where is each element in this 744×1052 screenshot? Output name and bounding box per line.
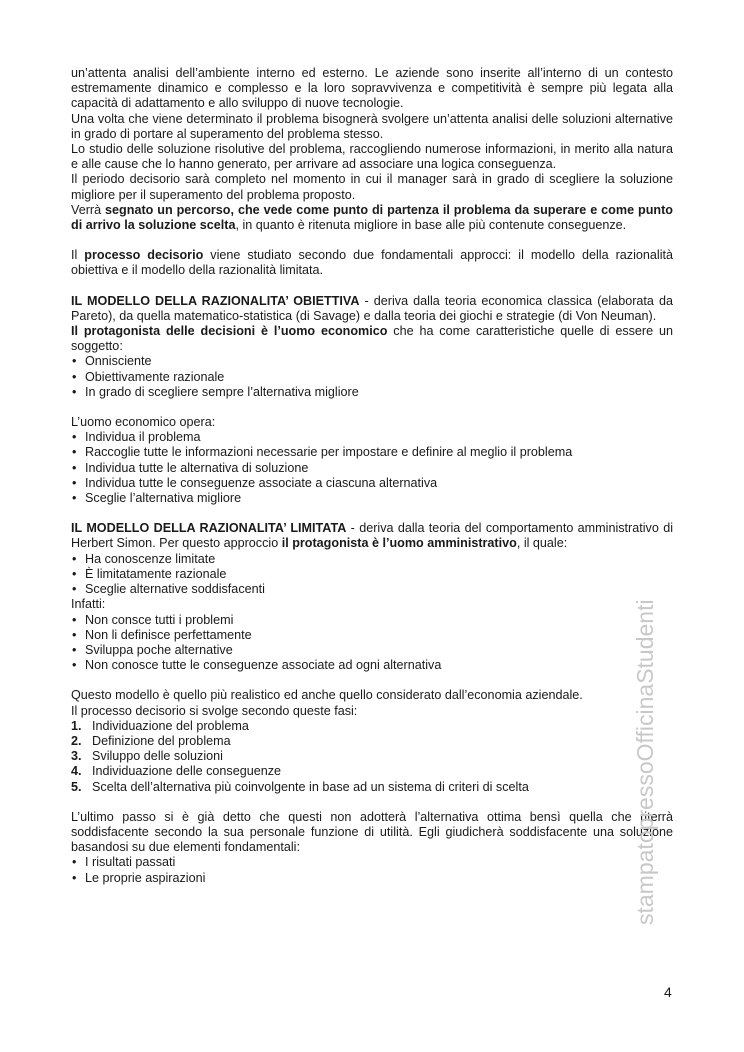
list-item: • Raccoglie tutte le informazioni necessarie per impostare e definire al meglio il problema [71, 445, 673, 460]
list-item: • Individua tutte le conseguenze associate a ciascuna alternativa [71, 476, 673, 491]
item-text: Sviluppo delle soluzioni [92, 749, 223, 764]
numbered-item [71, 780, 673, 795]
numbered-item [71, 734, 673, 749]
paragraph: Il processo decisorio si svolge secondo queste fasi: [71, 703, 358, 718]
list-item: • Individua il problema [71, 430, 673, 445]
bullet-list [71, 354, 673, 400]
bullet-list [71, 613, 673, 674]
list-item: • Onnisciente [71, 354, 673, 369]
section-heading-limited: IL MODELLO DELLA RAZIONALITA’ LIMITATA - deriva dalla teoria del comportamento amministrativo di Herbert Simon. Per questo approccio il protagonista è l’uomo amministrativo, il quale: [71, 521, 673, 551]
item-text: Individuazione delle conseguenze [92, 764, 282, 779]
list-item: • Non li definisce perfettamente [71, 628, 673, 643]
list-item: • Individua tutte le alternativa di soluzione [71, 461, 673, 476]
paragraph: Infatti: [71, 597, 106, 612]
numbered-item [71, 719, 673, 734]
paragraph: Una volta che viene determinato il problema bisognerà svolgere un’attenta analisi delle soluzioni alternative in grado di portare al superamento del problema stesso. [71, 111, 673, 141]
list-item: • È limitatamente razionale [71, 567, 673, 582]
paragraph: Questo modello è quello più realistico ed anche quello considerato dall’economia aziendale. [71, 688, 583, 703]
paragraph: Lo studio delle soluzione risolutive del problema, raccogliendo numerose informazioni, in merito alla natura e alle cause che lo hanno generato, per arrivare ad associare una logica conseguenza. [71, 142, 673, 172]
paragraph: Verrà segnato un percorso, che vede come punto di partenza il problema da superare e come punto di arrivo la soluzione scelta, in quanto è ritenuta migliore in base alle più contenute conseguenze. [71, 202, 673, 233]
watermark: stampatopressoOfficinaStudenti [632, 599, 658, 925]
item-number: 5. [71, 779, 82, 794]
paragraph: Il periodo decisorio sarà completo nel momento in cui il manager sarà in grado di scegliere la soluzione migliore per il superamento del problema proposto. [71, 172, 673, 202]
list-item: • Non consce tutti i problemi [71, 613, 673, 628]
list-item: • Sceglie alternative soddisfacenti [71, 582, 673, 597]
item-number: 3. [71, 749, 82, 764]
bullet-list [71, 855, 673, 885]
paragraph: Il protagonista delle decisioni è l’uomo economico che ha come caratteristiche quelle di essere un soggetto: [71, 324, 673, 354]
section-heading-objective: IL MODELLO DELLA RAZIONALITA’ OBIETTIVA - deriva dalla teoria economica classica (elaborata da Pareto), da quella matematico-statistica (di Savage) e dalla teoria dei giochi e strategie (di Von Neuman). [71, 293, 673, 323]
item-text: Scelta dell’alternativa più coinvolgente in base ad un sistema di criteri di scelta [92, 779, 529, 794]
item-number: 2. [71, 733, 82, 748]
list-item: • Sceglie l’alternativa migliore [71, 491, 673, 506]
numbered-item [71, 749, 673, 764]
item-text: Definizione del problema [92, 733, 231, 748]
list-item: • Ha conoscenze limitate [71, 552, 673, 567]
bullet-list [71, 552, 673, 598]
list-item: • I risultati passati [71, 855, 673, 870]
list-item: • In grado di scegliere sempre l’alternativa migliore [71, 385, 673, 400]
paragraph: L’ultimo passo si è già detto che questi non adotterà l’alternativa ottima bensì quella che riterrà soddisfacente secondo la sua personale funzione di utilità. Egli giudicherà soddisfacente una soluzione basandosi su due elementi fondamentali: [71, 809, 673, 855]
paragraph: L’uomo economico opera: [71, 415, 216, 430]
item-number: 1. [71, 718, 82, 733]
paragraph: un’attenta analisi dell’ambiente interno ed esterno. Le aziende sono inserite all’interno di un contesto estremamente dinamico e complesso e la loro sopravvivenza e competitività è sempre più legata alla capacità di adattamento e allo sviluppo di nuove tecnologie. [71, 66, 673, 111]
page-number: 4 [664, 984, 672, 1000]
numbered-list [71, 719, 673, 795]
page-body [71, 66, 673, 886]
list-item: • Le proprie aspirazioni [71, 871, 673, 886]
paragraph: Il processo decisorio viene studiato secondo due fondamentali approcci: il modello della razionalità obiettiva e il modello della razionalità limitata. [71, 248, 673, 278]
numbered-item [71, 764, 673, 779]
list-item: • Non conosce tutte le conseguenze associate ad ogni alternativa [71, 658, 673, 673]
bullet-list [71, 430, 673, 506]
item-text: Individuazione del problema [92, 718, 249, 733]
item-number: 4. [71, 764, 82, 779]
list-item: • Obiettivamente razionale [71, 370, 673, 385]
list-item: • Sviluppa poche alternative [71, 643, 673, 658]
